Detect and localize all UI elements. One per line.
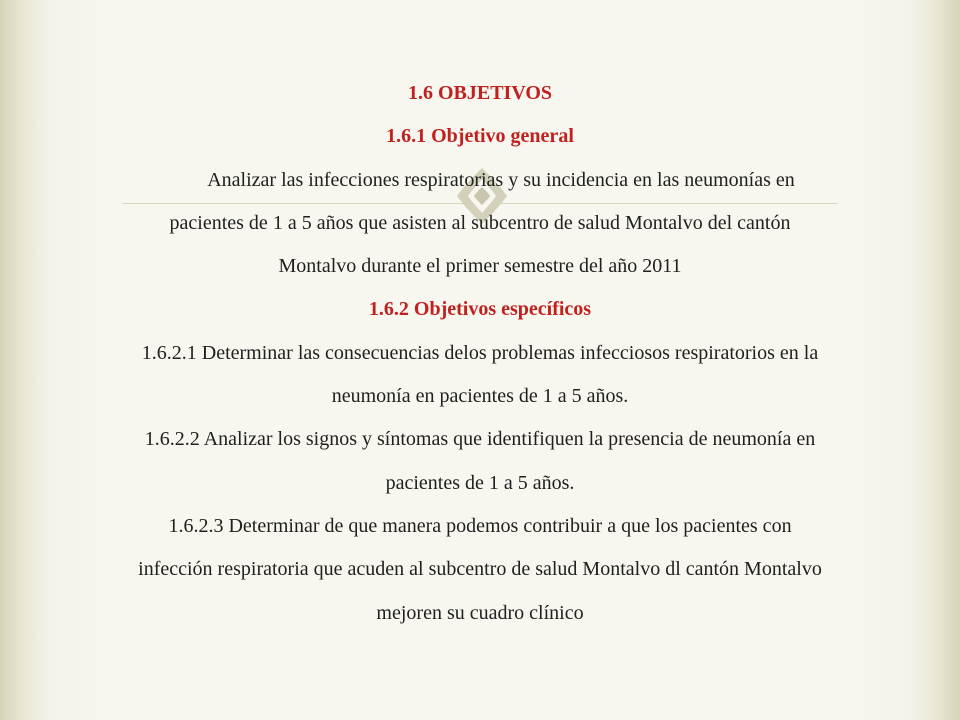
general-objective-line-2: pacientes de 1 a 5 años que asisten al subcentro de salud Montalvo del cantón	[169, 211, 791, 234]
specific-objective-3-line-1: 1.6.2.3 Determinar de que manera podemos contribuir a que los pacientes con	[168, 514, 792, 537]
specific-objectives-heading: 1.6.2 Objetivos específicos	[368, 298, 592, 321]
general-objective-heading: 1.6.1 Objetivo general	[386, 125, 574, 148]
general-objective-line-3: Montalvo durante el primer semestre del año 2011	[278, 255, 682, 278]
specific-objective-1-line-1: 1.6.2.1 Determinar las consecuencias delos problemas infecciosos respiratorios en la	[141, 341, 819, 364]
specific-objective-2-line-2: pacientes de 1 a 5 años.	[385, 471, 575, 494]
specific-objective-3-line-2: infección respiratoria que acuden al subcentro de salud Montalvo dl cantón Montalvo	[138, 558, 822, 581]
specific-objective-2-line-1: 1.6.2.2 Analizar los signos y síntomas que identifiquen la presencia de neumonía en	[144, 428, 816, 451]
specific-objective-1-line-2: neumonía en pacientes de 1 a 5 años.	[331, 385, 629, 408]
specific-objective-3-line-3: mejoren su cuadro clínico	[376, 601, 584, 624]
objectives-content	[40, 72, 920, 635]
section-title: 1.6 OBJETIVOS	[407, 82, 553, 104]
general-objective-line-1: Analizar las infecciones respiratorias y su incidencia en las neumonías en	[207, 168, 795, 191]
